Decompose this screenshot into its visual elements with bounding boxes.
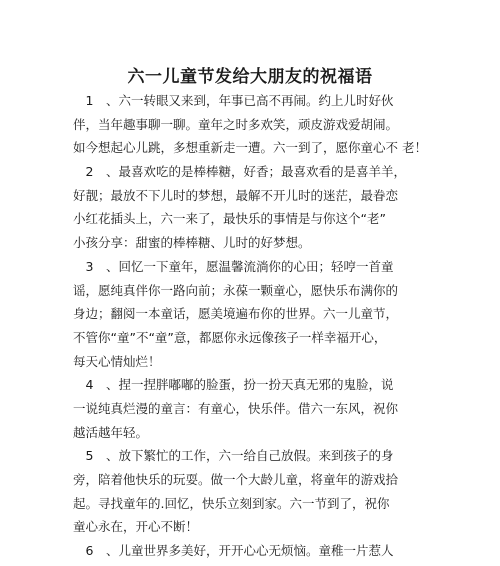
text-line: 3 、回忆一下童年，愿温馨流淌你的心田；轻哼一首童 bbox=[73, 259, 394, 274]
text-line: 6 、儿童世界多美好，开开心心无烦恼。童稚一片惹人 bbox=[73, 543, 394, 558]
text-line: 越活越年轻。 bbox=[73, 425, 149, 440]
text-line: 不管你“童”不“童”意，都愿你永远像孩子一样幸福开心， bbox=[73, 330, 387, 345]
text-line: 谣，愿纯真伴你一路向前；永葆一颗童心，愿快乐布满你的 bbox=[73, 283, 399, 298]
text-line: 伴，当年趣事聊一聊。童年之时多欢笑，顽皮游戏爱胡闹。 bbox=[73, 117, 399, 132]
text-line: 童心永在，开心不断！ bbox=[73, 519, 199, 534]
text-line: 5 、放下繁忙的工作，六一给自己放假。来到孩子的身 bbox=[73, 448, 394, 463]
text-line: 小红花插头上，六一来了，最快乐的事情是与你这个“老” bbox=[73, 211, 386, 226]
text-line: 身边；翻阅一本童话，愿美境遍布你的世界。六一儿童节， bbox=[73, 306, 399, 321]
text-line: 旁，陪着他快乐的玩耍。做一个大龄儿童，将童年的游戏拾 bbox=[73, 472, 399, 487]
document-title: 六一儿童节发给大朋友的祝福语 bbox=[127, 67, 373, 87]
text-line: 一说纯真烂漫的童言：有童心，快乐伴。借六一东风，祝你 bbox=[73, 401, 399, 416]
text-line: 每天心情灿烂！ bbox=[73, 354, 161, 369]
text-line: 好靓；最放不下儿时的梦想，最解不开儿时的迷茫，最眷恋 bbox=[73, 188, 399, 203]
text-line: 1 、六一转眼又来到，年事已高不再闹。约上儿时好伙 bbox=[73, 93, 394, 108]
text-line: 如今想起心儿跳，多想重新走一遭。六一到了，愿你童心不 老！ bbox=[73, 140, 427, 155]
text-line: 起。寻找童年的.回忆，快乐立刻到家。六一节到了，祝你 bbox=[73, 496, 390, 511]
text-line: 4 、捏一捏胖嘟嘟的脸蛋，扮一扮天真无邪的鬼脸，说 bbox=[73, 377, 394, 392]
text-line: 2 、最喜欢吃的是棒棒糖，好香；最喜欢看的是喜羊羊， bbox=[73, 164, 406, 179]
text-line: 小孩分享：甜蜜的棒棒糖、儿时的好梦想。 bbox=[73, 235, 311, 250]
